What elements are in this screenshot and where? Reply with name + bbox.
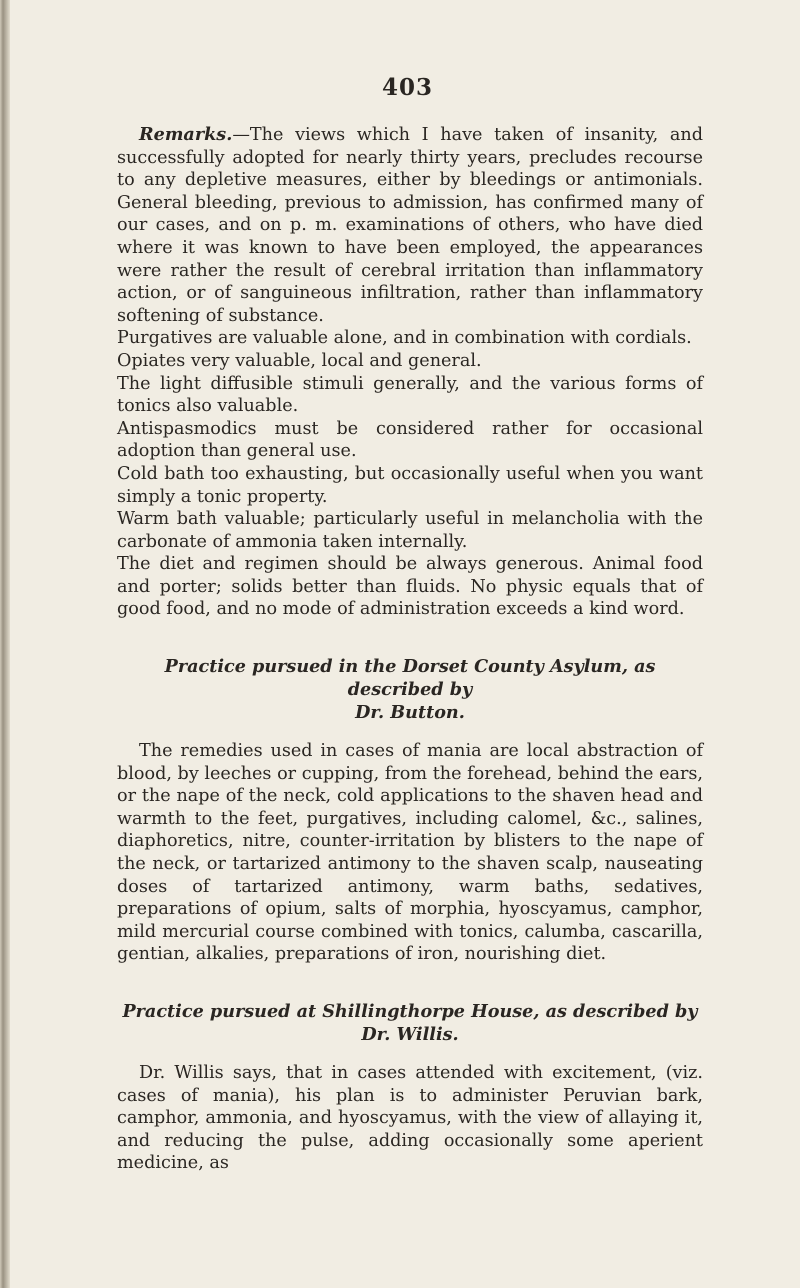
shillingthorpe-heading	[117, 1000, 703, 1046]
page-body	[117, 124, 703, 1175]
list-item: The light diffusible stimuli generally, and the various forms of tonics also valuable.	[117, 373, 703, 417]
remarks-lead: Remarks.	[139, 124, 233, 145]
list-item: The diet and regimen should be always generous. Animal food and porter; solids better than fluids. No physic equals that of good food, and no mode of administration exceeds a kind word.	[117, 554, 703, 620]
dorset-heading-line1: Practice pursued in the Dorset County Asylum, as described by	[164, 656, 656, 701]
dorset-heading	[117, 655, 703, 724]
list-item: Warm bath valuable; particularly useful in melancholia with the carbonate of ammonia taken internally.	[117, 509, 703, 552]
shillingthorpe-paragraph: Dr. Willis says, that in cases attended with excitement, (viz. cases of mania), his plan is to administer Peruvian bark, camphor, ammonia, and hyoscyamus, with the view of allaying it, and reducing the pulse, adding occasionally some aperient medicine, as	[117, 1063, 703, 1174]
list-item: Antispasmodics must be considered rather for occasional adoption than general use.	[117, 418, 703, 462]
shillingthorpe-heading-line2: Dr. Willis.	[361, 1024, 459, 1045]
remarks-paragraph	[117, 124, 703, 327]
list-item: Purgatives are valuable alone, and in combination with cordials.	[117, 328, 692, 349]
dorset-heading-line2: Dr. Button.	[355, 702, 465, 724]
shillingthorpe-heading-line1: Practice pursued at Shillingthorpe House, as described by	[122, 1001, 698, 1022]
list-item: Opiates very valuable, local and general.	[117, 350, 482, 371]
remarks-text: —The views which I have taken of insanity, and successfully adopted for nearly thirty years, precludes recourse to any depletive measures, either by bleedings or antimonials. General bleeding, previous to admission, has confirmed many of our cases, and on p. m. examinations of others, who have died where it was known to have been employed, the appearances were rather the result of cerebral irritation than inflammatory action, or of sanguineous infiltration, rather than inflammatory softening of substance.	[117, 125, 703, 326]
page-gutter-shadow	[0, 0, 10, 1288]
page-number: 403	[382, 74, 434, 101]
list-item: Cold bath too exhausting, but occasionally useful when you want simply a tonic property.	[117, 463, 703, 507]
dorset-paragraph: The remedies used in cases of mania are local abstraction of blood, by leeches or cupping, from the forehead, behind the ears, or the nape of the neck, cold applications to the shaven head and warmth to the feet, purgatives, including calomel, &c., salines, diaphoretics, nitre, counter-irritation by blisters to the nape of the neck, or tartarized antimony to the shaven scalp, nauseating doses of tartarized antimony, warm baths, sedatives, preparations of opium, salts of morphia, hyoscyamus, camphor, mild mercurial course combined with tonics, calumba, cascarilla, gentian, alkalies, preparations of iron, nourishing diet.	[117, 741, 703, 965]
treatment-list	[117, 327, 703, 621]
